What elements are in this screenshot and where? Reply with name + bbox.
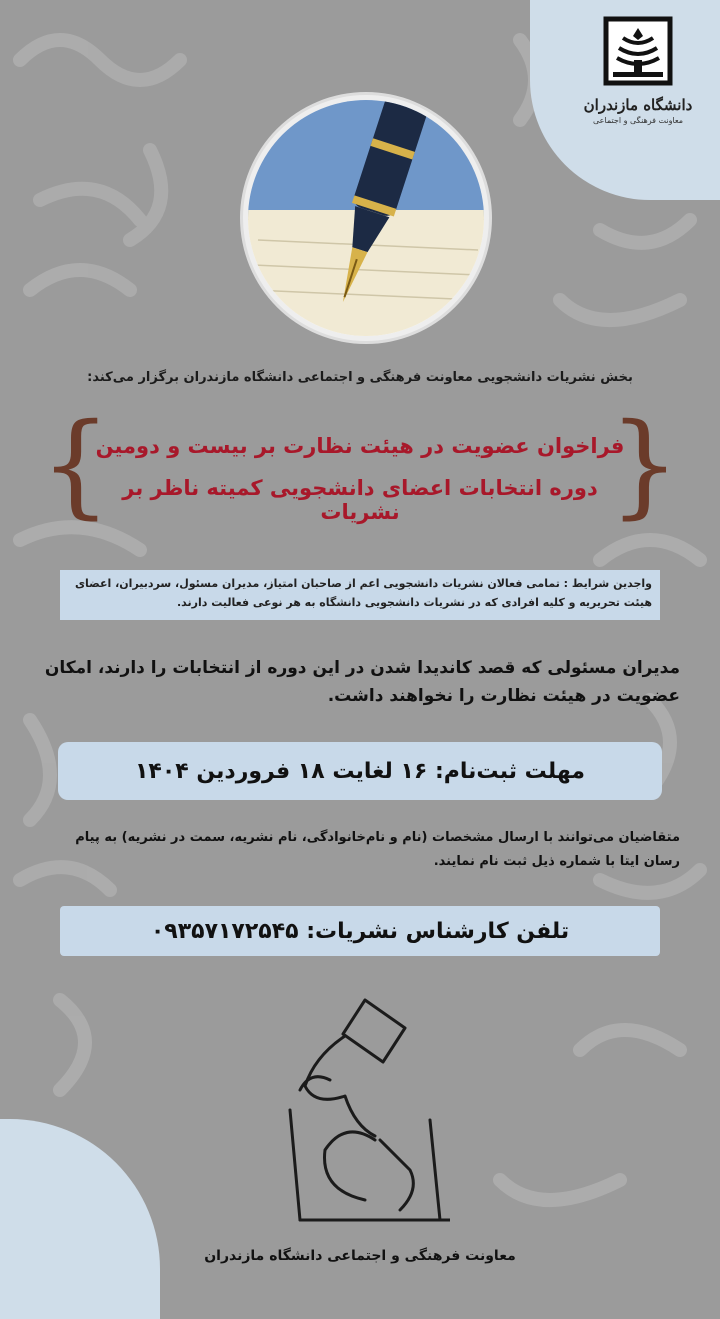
- footer-organization: معاونت فرهنگی و اجتماعی دانشگاه مازندران: [204, 1248, 516, 1264]
- pen-illustration: [243, 95, 489, 341]
- title-line-1: فراخوان عضویت در هیئت نظارت بر بیست و دومین: [95, 434, 625, 458]
- university-logo: [578, 16, 698, 125]
- ballot-vote-icon: [270, 990, 450, 1230]
- registration-deadline: مهلت ثبت‌نام: ۱۶ لغایت ۱۸ فروردین ۱۴۰۴: [58, 742, 662, 800]
- application-instructions: متقاضیان می‌توانند با ارسال مشخصات (نام و نام‌خانوادگی، نام نشریه، سمت در نشریه) به پیام رسان ایتا با شماره ذیل ثبت نام نمایند.: [75, 830, 680, 869]
- eligibility-conditions: واجدین شرایط : تمامی فعالان نشریات دانشجویی اعم از صاحبان امتیاز، مدیران مسئول، سردبیران، اعضای هیئت تحریریه و کلیه افرادی که در نشریات دانشجویی دانشگاه به هر نوعی فعالیت دارند.: [60, 570, 660, 620]
- restriction-note: مدیران مسئولی که قصد کاندیدا شدن در این دوره از انتخابات را دارند، امکان عضویت در هیئت نظارت را نخواهند داشت.: [44, 658, 680, 706]
- intro-text: بخش نشریات دانشجویی معاونت فرهنگی و اجتماعی دانشگاه مازندران برگزار می‌کند:: [87, 370, 633, 385]
- corner-decoration-bottom-left: [0, 1119, 160, 1319]
- left-brace-decoration: {: [608, 400, 680, 530]
- announcement-title: [40, 400, 680, 530]
- university-subtitle: معاونت فرهنگی و اجتماعی: [592, 116, 684, 125]
- contact-phone: تلفن کارشناس نشریات: ۰۹۳۵۷۱۷۲۵۴۵: [60, 906, 660, 956]
- university-logo-icon: [603, 16, 673, 86]
- right-brace-decoration: }: [40, 400, 112, 530]
- fountain-pen-icon: [248, 100, 484, 336]
- university-name: دانشگاه مازندران: [583, 96, 693, 114]
- title-line-2: دوره انتخابات اعضای دانشجویی کمیته ناظر بر نشریات: [122, 476, 598, 524]
